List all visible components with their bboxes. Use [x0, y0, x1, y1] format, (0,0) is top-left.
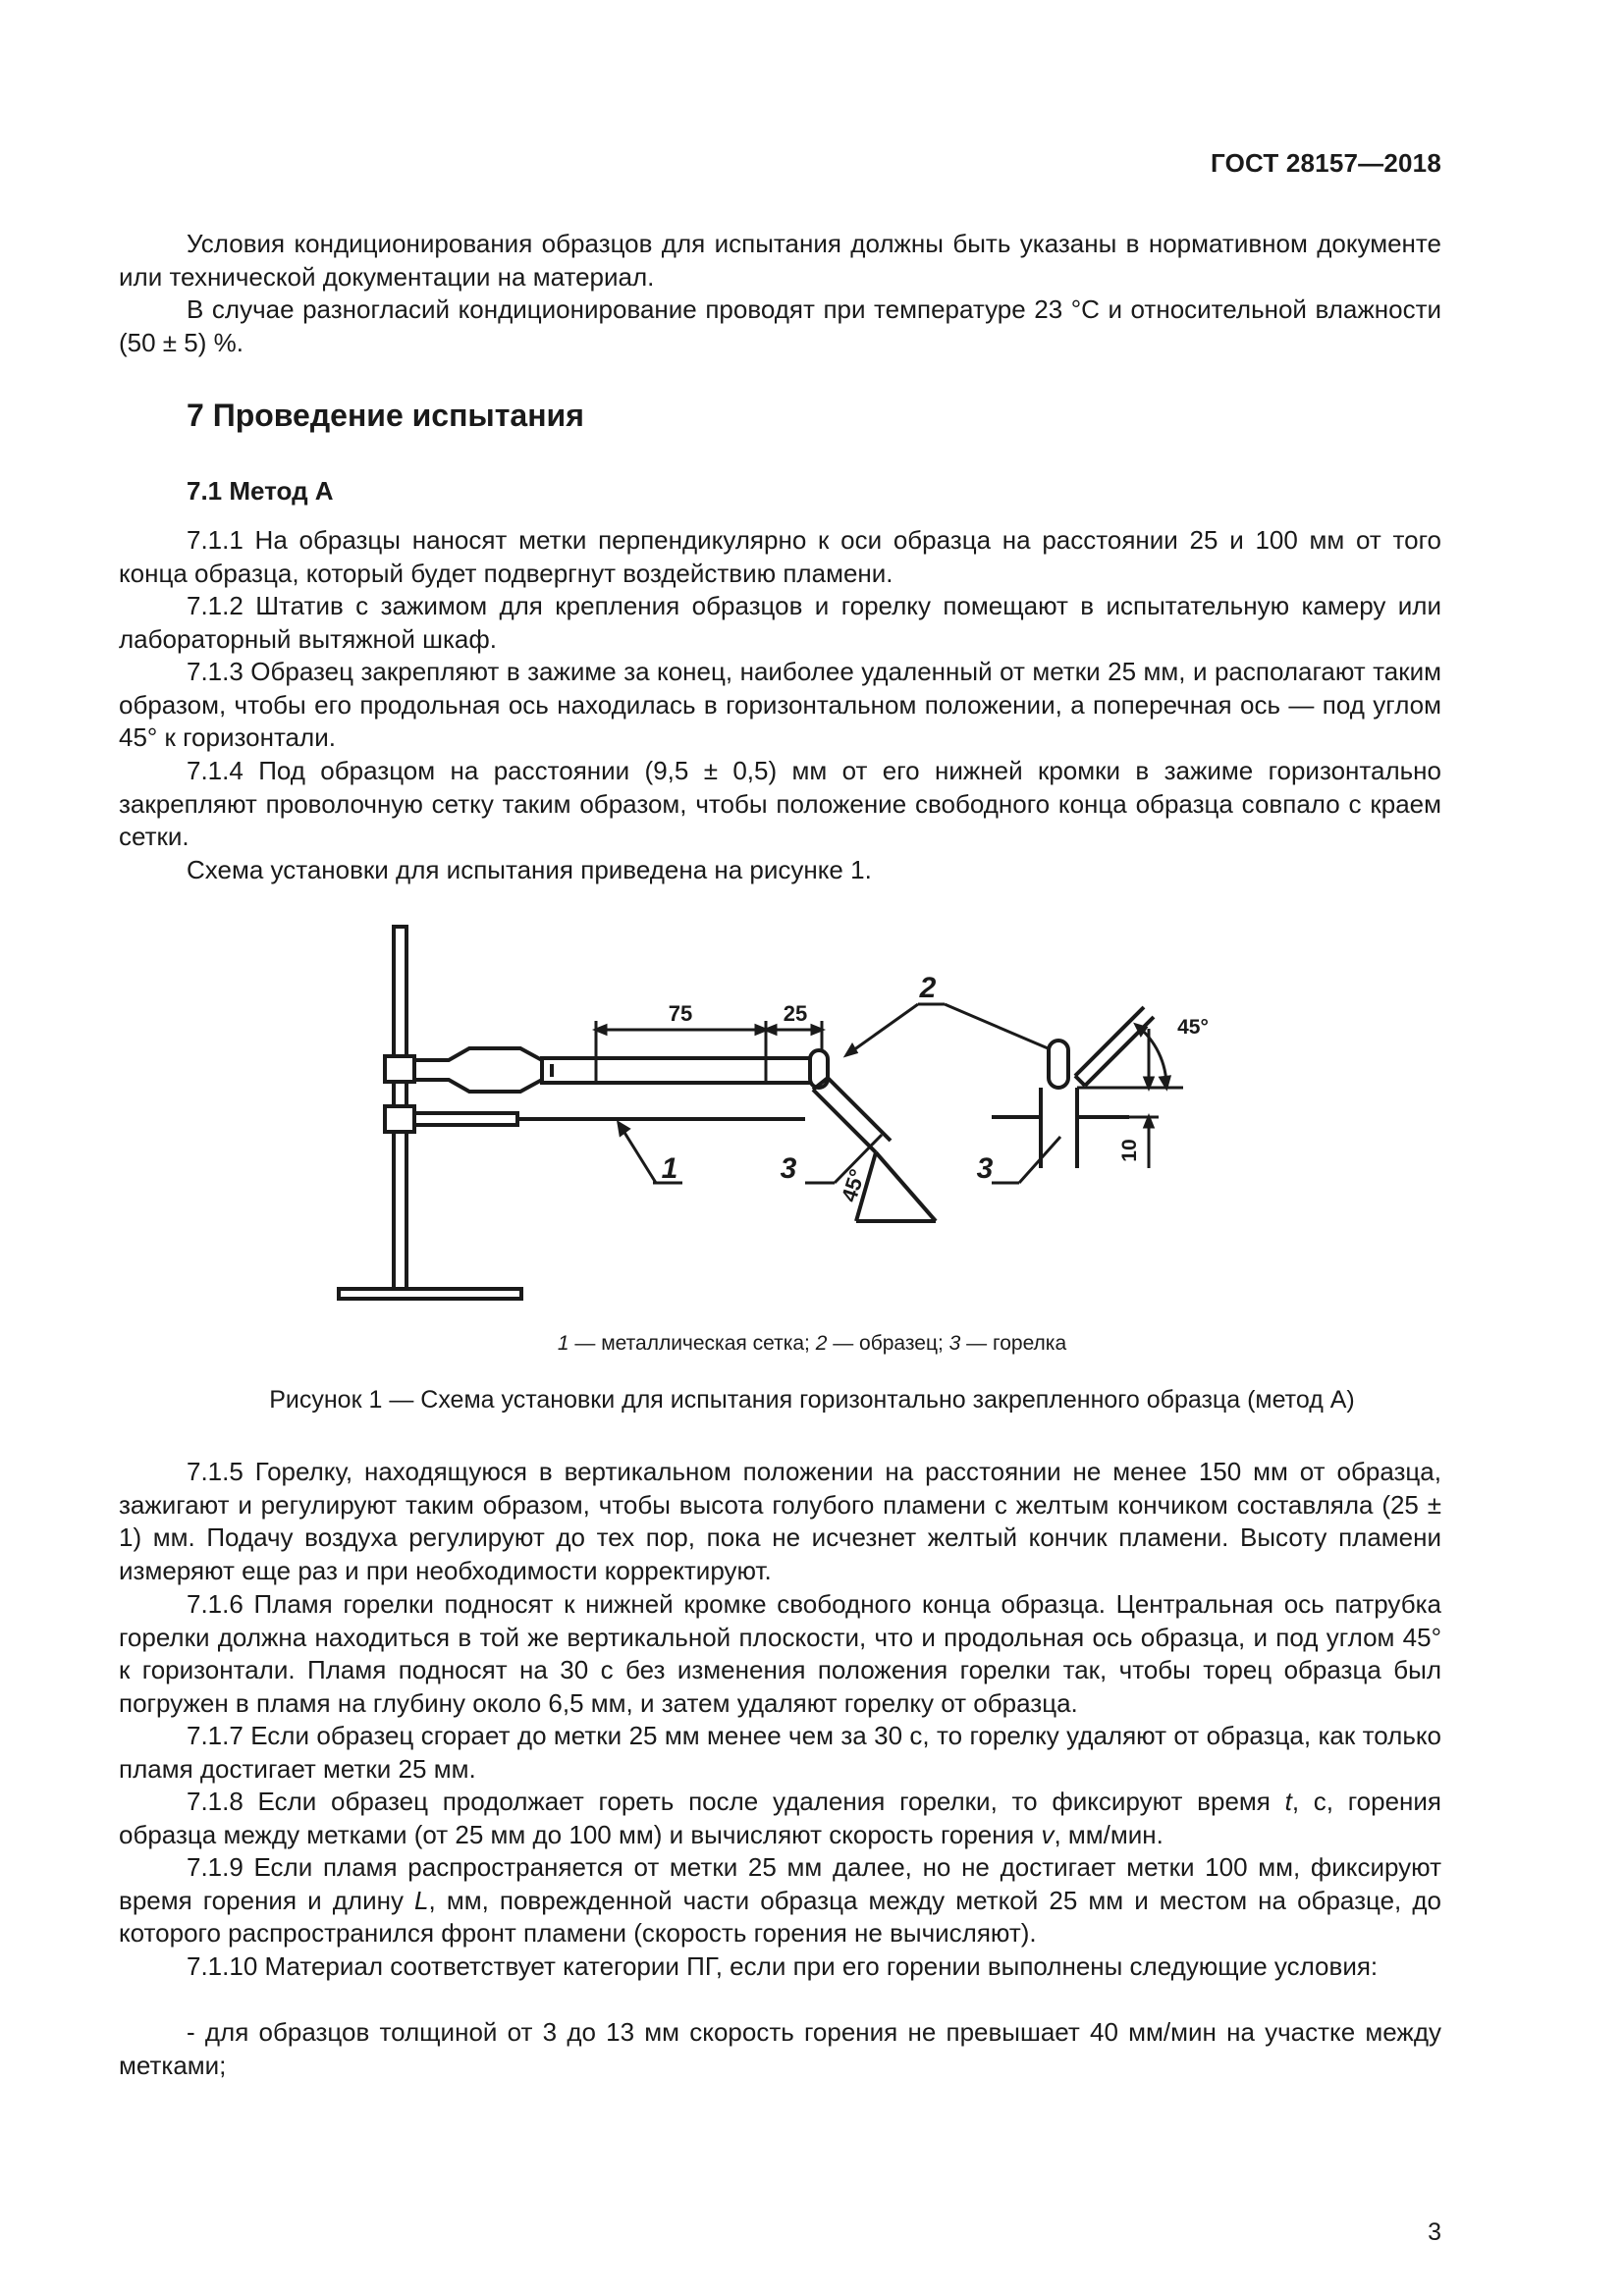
section-title: 7 Проведение испытания	[187, 398, 584, 433]
figure-legend	[0, 1332, 1624, 1356]
intro-paragraph-2: В случае разногласий кондиционирование проводят при температуре 23 °С и относительной влажности (50 ± 5) %.	[119, 294, 1441, 357]
dimension-25: 25	[783, 1001, 808, 1026]
p719-text-b: , мм, поврежденной части образца между меткой 25 мм и местом на образце, до которого распространился фронт пламени (скорость горения не вычисляют).	[119, 1885, 1441, 1948]
p719-var-L: L	[414, 1885, 429, 1915]
p718-var-v: v	[1041, 1819, 1055, 1849]
legend-num-1: 1	[557, 1332, 569, 1355]
document-id: ГОСТ 28157—2018	[1211, 148, 1441, 178]
legend-text-2: — образец;	[827, 1332, 949, 1355]
paragraph-7-1-6: 7.1.6 Пламя горелки подносят к нижней кромке свободного конца образца. Центральная ось патрубка горелки должна находиться в той же вертикальной плоскости, что и продольная ось образца, и под углом 45° к горизонтали. Пламя подносят на 30 с без изменения положения горелки так, чтобы торец образца был погружен в пламя на глубину около 6,5 мм, и затем удаляют горелку от образца.	[119, 1589, 1441, 1718]
legend-text-1: — металлическая сетка;	[568, 1332, 816, 1355]
legend-num-2: 2	[815, 1332, 828, 1355]
figure-caption: Рисунок 1 — Схема установки для испытания горизонтально закрепленного образца (метод А)	[269, 1386, 1355, 1414]
burner-left	[813, 1078, 936, 1221]
label-3-left: 3	[780, 1152, 797, 1185]
p719-text-a: 7.1.9 Если пламя распространяется от метки 25 мм далее, но не достигает метки 100 мм, фиксируют время горения и длину	[119, 1852, 1441, 1915]
paragraph-7-1-3: 7.1.3 Образец закрепляют в зажиме за конец, наиболее удаленный от метки 25 мм, и располагают таким образом, чтобы его продольная ось находилась в горизонтальном положении, а поперечная ось — под углом 45° к горизонтали.	[119, 657, 1441, 752]
wire-mesh	[414, 1113, 805, 1125]
specimen-assembly	[414, 1048, 815, 1092]
subsection-title: 7.1 Метод А	[187, 476, 334, 506]
p718-var-t: t	[1284, 1787, 1292, 1816]
figure-reference: Схема установки для испытания приведена на рисунке 1.	[187, 855, 872, 884]
paragraph-7-1-8	[119, 1786, 1441, 1851]
paragraph-condition-1: - для образцов толщиной от 3 до 13 мм скорость горения не превышает 40 мм/мин на участке между метками;	[119, 2017, 1441, 2080]
paragraph-7-1-7: 7.1.7 Если образец сгорает до метки 25 мм менее чем за 30 с, то горелку удаляют от образца, как только пламя достигает метки 25 мм.	[119, 1721, 1441, 1784]
p718-text-b: , с, горения образца между метками (от 25 мм до 100 мм) и вычисляют скорость горения	[119, 1787, 1441, 1849]
dimension-75: 75	[668, 1001, 693, 1026]
p718-text-c: , мм/мин.	[1054, 1819, 1164, 1849]
paragraph-7-1-10: 7.1.10 Материал соответствует категории ПГ, если при его горении выполнены следующие условия:	[187, 1951, 1379, 1981]
angle-burner-label: 45°	[836, 1165, 870, 1205]
label-1: 1	[661, 1152, 678, 1185]
page-number: 3	[1428, 2218, 1441, 2246]
intro-paragraph-1: Условия кондиционирования образцов для испытания должны быть указаны в нормативном документе или технической документации на материал.	[119, 229, 1441, 292]
paragraph-7-1-1: 7.1.1 На образцы наносят метки перпендикулярно к оси образца на расстоянии 25 и 100 мм от того конца образца, который будет подвергнут воздействию пламени.	[119, 525, 1441, 588]
p718-text-a: 7.1.8 Если образец продолжает гореть после удаления горелки, то фиксируют время	[187, 1787, 1285, 1816]
angle-specimen-label: 45°	[1177, 1016, 1209, 1039]
label-3-right: 3	[976, 1152, 994, 1185]
dimension-10: 10	[1118, 1139, 1141, 1162]
paragraph-7-1-4: 7.1.4 Под образцом на расстоянии (9,5 ± 0,5) мм от его нижней кромки в зажиме горизонтально закрепляют проволочную сетку таким образом, чтобы положение свободного конца образца совпало с краем сетки.	[119, 756, 1441, 851]
legend-num-3: 3	[948, 1332, 961, 1355]
label-2: 2	[919, 972, 937, 1004]
paragraph-7-1-9	[119, 1851, 1441, 1950]
paragraph-7-1-2: 7.1.2 Штатив с зажимом для крепления образцов и горелку помещают в испытательную камеру или лабораторный вытяжной шкаф.	[119, 591, 1441, 654]
legend-text-3: — горелка	[960, 1332, 1067, 1355]
paragraph-7-1-5: 7.1.5 Горелку, находящуюся в вертикальном положении на расстоянии не менее 150 мм от образца, зажигают и регулируют таким образом, чтобы высота голубого пламени с желтым кончиком составляла (25 ± 1) мм. Подачу воздуха регулируют до тех пор, пока не исчезнет желтый кончик пламени. Высоту пламени измеряют еще раз и при необходимости корректируют.	[119, 1457, 1441, 1585]
